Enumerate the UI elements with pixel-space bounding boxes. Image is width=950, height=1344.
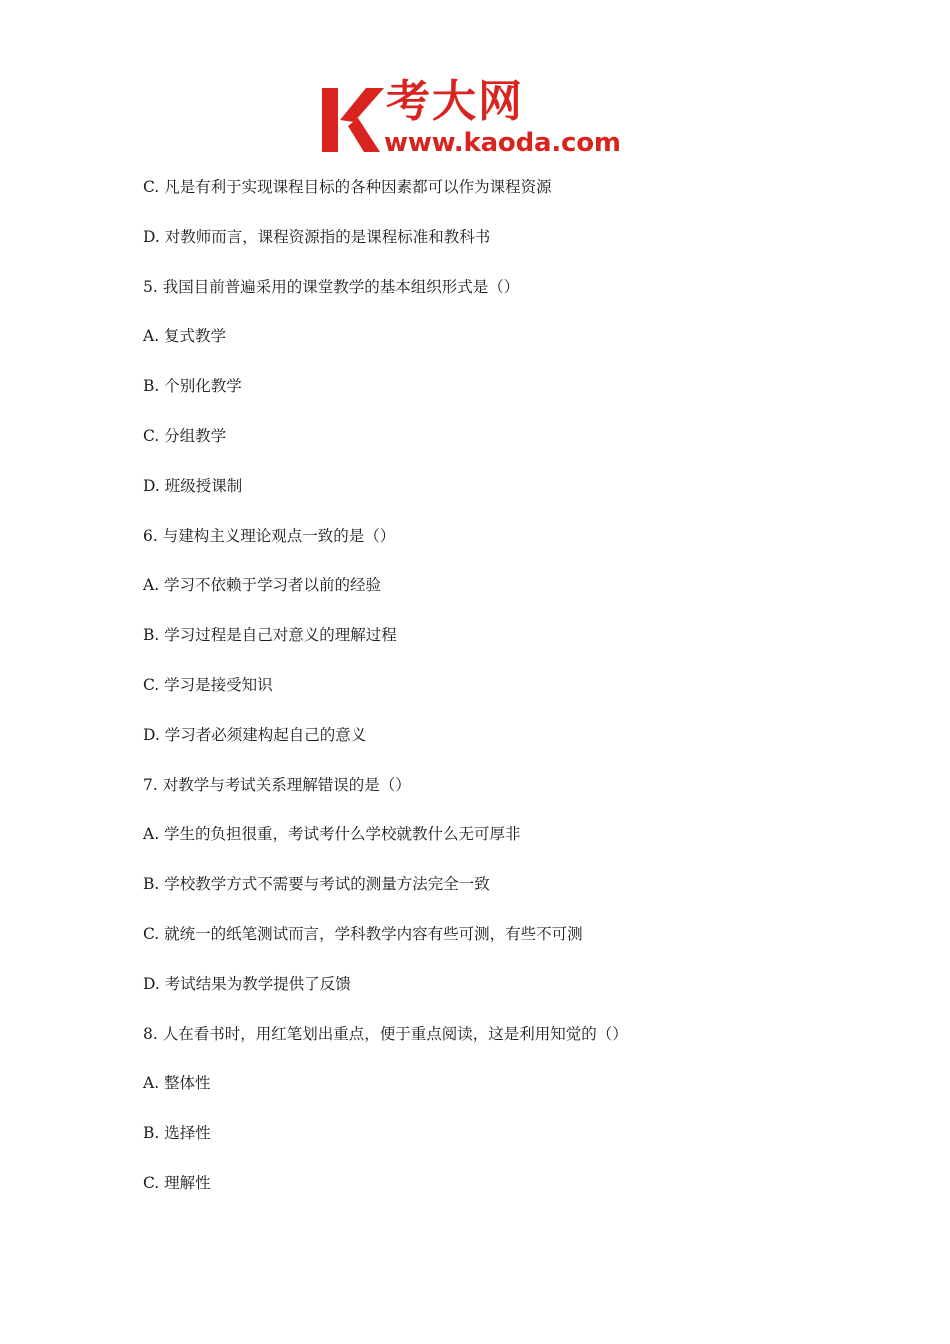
- option-a: A. 学生的负担很重，考试考什么学校就教什么无可厚非: [143, 825, 521, 844]
- option-b: B. 个别化教学: [143, 377, 242, 396]
- option-c: C. 分组教学: [143, 426, 227, 445]
- option-d: D. 对教师而言，课程资源指的是课程标准和教科书: [143, 227, 491, 246]
- question-list: [143, 174, 863, 1220]
- kaoda-logo: [318, 76, 638, 162]
- option-c: C. 理解性: [143, 1173, 211, 1192]
- question-7: 7. 对教学与考试关系理解错误的是（）: [143, 775, 411, 794]
- option-b: B. 学习过程是自己对意义的理解过程: [143, 626, 397, 645]
- option-d: D. 学习者必须建构起自己的意义: [143, 725, 367, 744]
- question-6: 6. 与建构主义理论观点一致的是（）: [143, 526, 396, 545]
- option-d: D. 考试结果为教学提供了反馈: [143, 974, 351, 993]
- logo-url: www.kaoda.com: [384, 128, 621, 158]
- option-c: C. 学习是接受知识: [143, 675, 273, 694]
- option-b: B. 学校教学方式不需要与考试的测量方法完全一致: [143, 875, 490, 894]
- logo-title: 考大网: [386, 76, 524, 127]
- option-d: D. 班级授课制: [143, 476, 243, 495]
- question-8: 8. 人在看书时，用红笔划出重点，便于重点阅读，这是利用知觉的（）: [143, 1024, 628, 1043]
- option-a: A. 学习不依赖于学习者以前的经验: [143, 576, 382, 595]
- option-c: C. 凡是有利于实现课程目标的各种因素都可以作为课程资源: [143, 178, 552, 196]
- question-5: 5. 我国目前普遍采用的课堂教学的基本组织形式是（）: [143, 277, 520, 296]
- option-a: A. 复式教学: [143, 327, 227, 346]
- k-logo-icon: [318, 84, 386, 156]
- option-b: B. 选择性: [143, 1124, 211, 1143]
- option-c: C. 就统一的纸笔测试而言，学科教学内容有些可测，有些不可测: [143, 924, 583, 943]
- option-a: A. 整体性: [143, 1074, 211, 1093]
